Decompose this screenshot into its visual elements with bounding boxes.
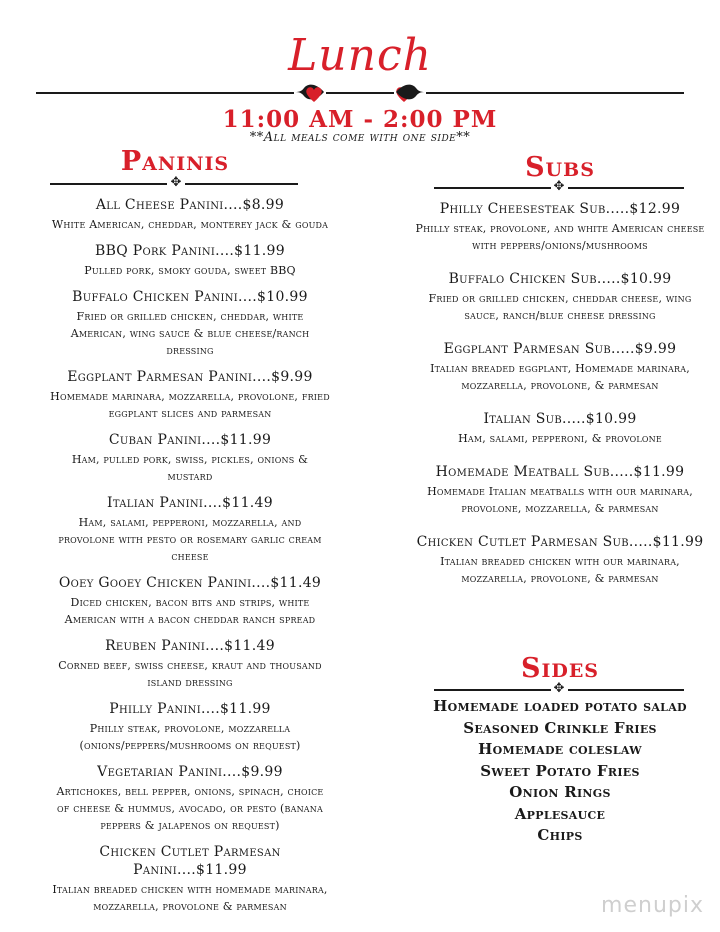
menu-item	[50, 288, 330, 359]
item-name: Philly Cheesesteak Sub.....$12.99	[439, 201, 681, 217]
menu-item	[415, 463, 705, 517]
item-name: Ooey Gooey Chicken Panini....$11.49	[58, 575, 322, 591]
menu-item	[50, 431, 330, 485]
menu-item	[50, 700, 330, 754]
item-name: All Cheese Panini....$8.99	[95, 197, 285, 213]
item-name: Eggplant Parmesan Sub.....$9.99	[443, 341, 677, 357]
item-description: Ham, salami, pepperoni, & provolone	[458, 432, 662, 445]
item-name: Chicken Cutlet Parmesan Sub.....$11.99	[416, 534, 704, 550]
heart-left-icon	[304, 84, 324, 104]
side-item: Onion Rings	[509, 783, 611, 801]
menu-item	[50, 196, 330, 233]
side-item: Seasoned Crinkle Fries	[463, 718, 657, 737]
item-description: Corned beef, swiss cheese, kraut and thousand island dressing	[58, 659, 322, 689]
hours: 11:00 AM - 2:00 PM	[222, 106, 498, 133]
menu-item	[50, 574, 330, 628]
title-rule-left	[36, 92, 294, 94]
item-name: Italian Panini....$11.49	[107, 495, 273, 511]
paninis-rule-left	[50, 183, 167, 185]
paninis-title: Paninis	[120, 146, 230, 177]
sides-rule-left	[434, 689, 551, 691]
item-description: Homemade marinara, mozzarella, provolone, fried eggplant slices and parmesan	[50, 390, 330, 420]
paninis-list	[50, 196, 330, 924]
meal-note: **All meals come with one side**	[249, 130, 471, 145]
ornament-right-icon	[396, 81, 426, 103]
item-description: Fried or grilled chicken, cheddar cheese, wing sauce, ranch/blue cheese dressing	[428, 292, 692, 322]
paninis-rule-right	[185, 183, 298, 185]
item-name: Reuben Panini....$11.49	[105, 638, 275, 654]
sides-rule-right	[568, 689, 684, 691]
side-item: Applesauce	[514, 804, 606, 823]
menu-item	[415, 410, 705, 447]
subs-list	[415, 200, 705, 596]
menu-item	[50, 494, 330, 565]
item-description: White American, cheddar, monterey jack & gouda	[51, 218, 329, 231]
subs-rule-left	[434, 187, 551, 189]
item-description: Homemade Italian meatballs with our marinara, provolone, mozzarella, & parmesan	[427, 485, 693, 515]
side-item: Homemade loaded potato salad	[433, 697, 687, 715]
item-description: Pulled pork, smoky gouda, sweet BBQ	[84, 264, 296, 277]
item-name: Chicken Cutlet Parmesan Panini....$11.99	[99, 844, 281, 878]
item-name: Buffalo Chicken Panini....$10.99	[72, 289, 308, 305]
item-name: Eggplant Parmesan Panini....$9.99	[67, 369, 313, 385]
item-description: Philly steak, provolone, and white American cheese with peppers/onions/mushrooms	[415, 222, 705, 252]
item-description: Ham, salami, pepperoni, mozzarella, and provolone with pesto or rosemary garlic cream cheese	[58, 516, 322, 563]
item-description: Diced chicken, bacon bits and strips, white American with a bacon cheddar ranch spread	[64, 596, 316, 626]
menu-item	[415, 200, 705, 254]
item-name: Philly Panini....$11.99	[109, 701, 271, 717]
side-item: Chips	[537, 826, 583, 844]
item-name: Italian Sub.....$10.99	[483, 411, 637, 427]
title-rule-right	[426, 92, 684, 94]
menu-item	[415, 340, 705, 394]
item-description: Ham, pulled pork, swiss, pickles, onions & mustard	[71, 453, 309, 483]
side-item: Sweet Potato Fries	[480, 761, 640, 780]
ornament-club-icon: ✥	[170, 175, 182, 190]
menu-item	[50, 242, 330, 279]
item-description: Italian breaded chicken with homemade marinara, mozzarella, provolone & parmesan	[52, 883, 328, 913]
item-description: Italian breaded chicken with our marinara, mozzarella, provolone, & parmesan	[440, 555, 680, 585]
menu-item	[50, 763, 330, 834]
ornament-club-icon: ✥	[553, 681, 565, 696]
menu-item	[415, 270, 705, 324]
item-name: Buffalo Chicken Sub.....$10.99	[448, 271, 672, 287]
item-name: Vegetarian Panini....$9.99	[97, 764, 283, 780]
menu-title: Lunch	[288, 30, 432, 81]
subs-rule-right	[568, 187, 684, 189]
item-description: Philly steak, provolone, mozzarella (onions/peppers/mushrooms on request)	[79, 722, 301, 752]
menu-item	[50, 368, 330, 422]
menu-item	[415, 533, 705, 587]
menu-item	[50, 843, 330, 915]
ornament-club-icon: ✥	[553, 179, 565, 194]
item-description: Fried or grilled chicken, cheddar, white American, wing sauce & blue cheese/ranch dressing	[70, 310, 310, 357]
item-name: BBQ Pork Panini....$11.99	[95, 243, 285, 259]
item-description: Italian breaded eggplant, Homemade marinara, mozzarella, provolone, & parmesan	[430, 362, 690, 392]
item-description: Artichokes, bell pepper, onions, spinach, choice of cheese & hummus, avocado, or pesto (banana peppers & jalapenos on request)	[56, 785, 324, 832]
watermark-logo: menupix	[601, 893, 704, 918]
sides-title: Sides	[520, 653, 600, 684]
item-name: Homemade Meatball Sub.....$11.99	[435, 464, 685, 480]
title-rule-center	[326, 92, 394, 94]
item-name: Cuban Panini....$11.99	[108, 432, 272, 448]
subs-title: Subs	[525, 152, 595, 183]
menu-item	[50, 637, 330, 691]
sides-list	[420, 696, 700, 847]
side-item: Homemade coleslaw	[478, 740, 642, 758]
